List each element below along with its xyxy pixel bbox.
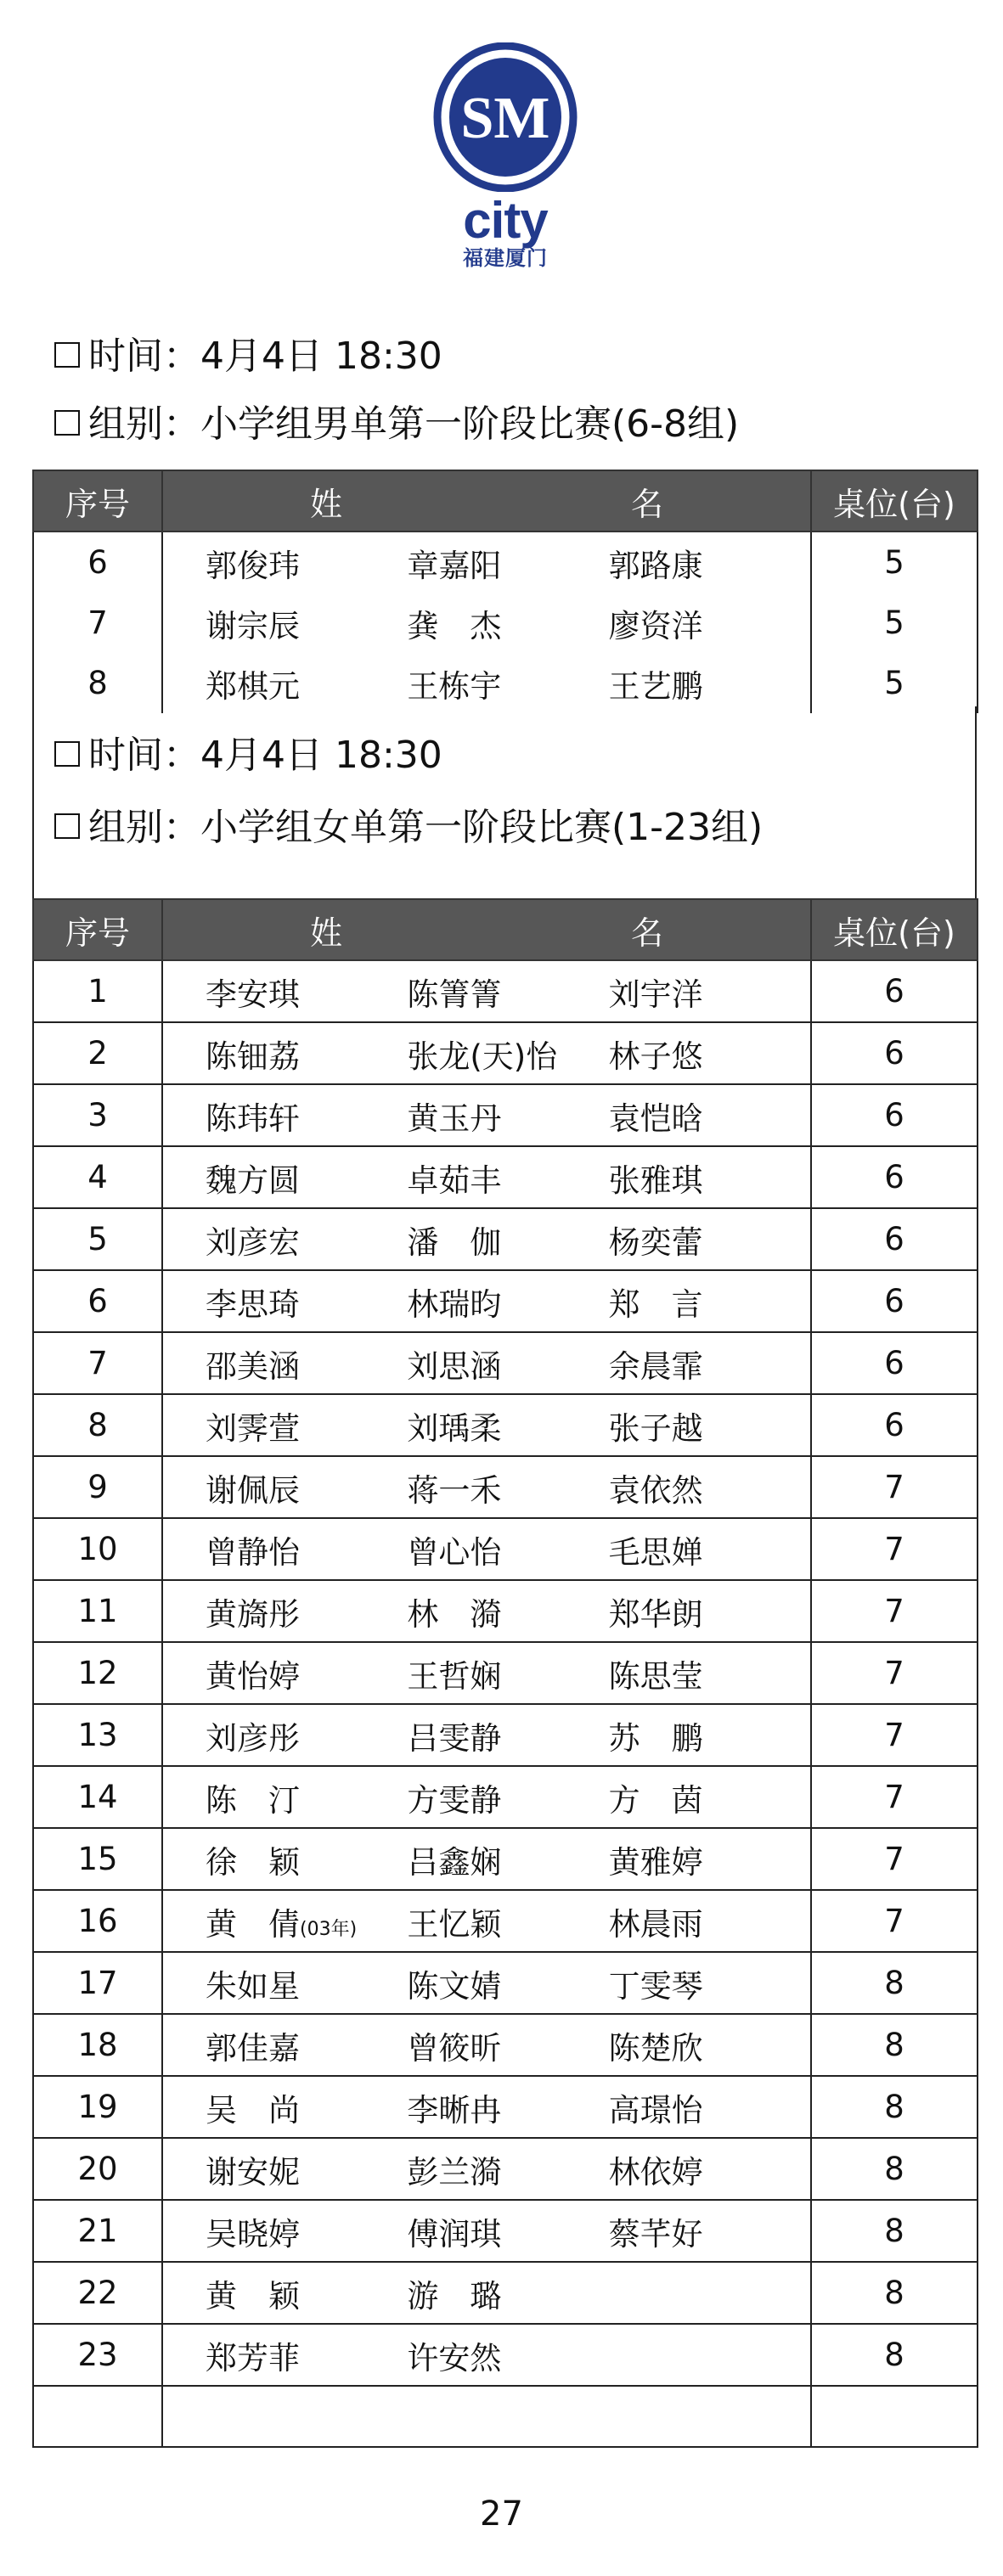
table-row	[33, 1270, 978, 1332]
row-number: 8	[33, 1394, 162, 1456]
player-name-text: 蔡芊好	[608, 2215, 703, 2253]
row-table-number: 8	[811, 2014, 978, 2076]
table-row	[33, 2138, 978, 2200]
table-row	[33, 2324, 978, 2386]
player-name-text: 徐 颖	[206, 1843, 300, 1881]
player-name-text: 谢宗辰	[206, 607, 300, 644]
row-number: 16	[33, 1890, 162, 1952]
row-number: 13	[33, 1704, 162, 1766]
section2-time	[54, 726, 442, 785]
player-name	[609, 2208, 810, 2254]
player-name-text: 曾静怡	[206, 1533, 300, 1571]
player-name-text: 郭佳嘉	[206, 2029, 300, 2067]
row-number: 3	[33, 1084, 162, 1146]
row-number: 22	[33, 2262, 162, 2324]
table-row	[33, 2262, 978, 2324]
player-name-text: 苏 鹏	[608, 1719, 703, 1757]
player-name	[206, 1217, 407, 1263]
player-name-text: 林瑞昀	[407, 1285, 502, 1323]
player-name	[407, 1960, 608, 2006]
player-name-text: 陈箐箐	[407, 976, 502, 1013]
player-name-text: 谢佩辰	[206, 1471, 300, 1509]
header-num: 序号	[33, 899, 162, 960]
row-names	[162, 1518, 811, 1580]
player-name-text: 高璟怡	[608, 2091, 703, 2129]
row-names	[162, 653, 811, 713]
player-name	[206, 1093, 407, 1139]
player-name	[206, 1031, 407, 1077]
player-name-text: 李思琦	[206, 1285, 300, 1323]
player-name	[206, 2084, 407, 2130]
row-number: 5	[33, 1208, 162, 1270]
row-table-number: 6	[811, 1084, 978, 1146]
player-name-text: 曾筱昕	[407, 2029, 502, 2067]
row-names	[162, 1456, 811, 1518]
player-name-text: 刘宇洋	[608, 976, 703, 1013]
player-name-text: 黄怡婷	[206, 1657, 300, 1695]
player-name	[206, 1527, 407, 1572]
player-name-text: 曾心怡	[407, 1533, 502, 1571]
player-name	[407, 1836, 608, 1882]
row-number: 10	[33, 1518, 162, 1580]
player-name-text: 郭俊玮	[206, 547, 300, 584]
player-name-text: 傅润琪	[407, 2215, 502, 2253]
player-name-text: 郑芳菲	[206, 2339, 300, 2376]
table-row	[33, 1642, 978, 1704]
row-names	[162, 1952, 811, 2014]
row-table-number: 7	[811, 1766, 978, 1828]
player-name	[407, 661, 608, 706]
row-table-number: 7	[811, 1890, 978, 1952]
player-name-text: 廖资洋	[608, 607, 703, 644]
player-name	[407, 1031, 608, 1077]
player-name-text: 郑棋元	[206, 667, 300, 705]
sm-logo-icon	[433, 42, 578, 192]
player-name	[609, 1093, 810, 1139]
player-name	[609, 1713, 810, 1758]
player-name-text: 黄旖彤	[206, 1595, 300, 1633]
table-row	[33, 653, 978, 713]
table-row	[33, 1022, 978, 1084]
player-name-text: 陈思莹	[608, 1657, 703, 1695]
checkbox-icon	[54, 813, 80, 839]
player-name	[609, 1155, 810, 1201]
row-names	[162, 532, 811, 593]
row-number: 20	[33, 2138, 162, 2200]
player-name	[206, 2332, 407, 2378]
player-name-text: 余晨霏	[608, 1347, 703, 1385]
empty-row	[33, 2386, 978, 2447]
section2-table	[32, 898, 978, 2448]
row-number: 9	[33, 1456, 162, 1518]
player-name-text: 刘霁萱	[206, 1409, 300, 1447]
player-name-text: 王艺鹏	[608, 667, 703, 705]
row-number: 6	[33, 1270, 162, 1332]
row-number: 2	[33, 1022, 162, 1084]
player-name	[206, 1713, 407, 1758]
player-name-text: 王栋宇	[407, 667, 502, 705]
player-name	[609, 1836, 810, 1882]
header-table: 桌位(台)	[811, 899, 978, 960]
player-name-text: 王忆颖	[407, 1905, 502, 1943]
player-name	[407, 1403, 608, 1448]
table-row	[33, 532, 978, 593]
player-name-text: 张雅琪	[608, 1161, 703, 1199]
row-table-number: 7	[811, 1518, 978, 1580]
player-name-text: 陈玮轩	[206, 1100, 300, 1137]
player-name-text: 邵美涵	[206, 1347, 300, 1385]
player-name-text: 潘 伽	[407, 1223, 502, 1261]
row-number: 23	[33, 2324, 162, 2386]
table-row	[33, 1890, 978, 1952]
row-names	[162, 1642, 811, 1704]
row-names	[162, 1146, 811, 1208]
player-name	[407, 2208, 608, 2254]
logo-location: 福建厦门	[463, 246, 548, 270]
row-table-number: 6	[811, 960, 978, 1022]
player-name-text: 吴晓婷	[206, 2215, 300, 2253]
row-names	[162, 1208, 811, 1270]
player-name	[609, 1217, 810, 1263]
player-name	[407, 1093, 608, 1139]
player-name	[206, 1155, 407, 1201]
player-name-text: 林 漪	[407, 1595, 502, 1633]
player-name-text: 刘瑀柔	[407, 1409, 502, 1447]
row-names	[162, 2262, 811, 2324]
row-number: 1	[33, 960, 162, 1022]
player-name	[407, 600, 608, 646]
player-name-text: 袁依然	[608, 1471, 703, 1509]
row-table-number: 7	[811, 1456, 978, 1518]
section2-group	[54, 798, 763, 858]
header-name	[162, 899, 811, 960]
player-name-text: 张子越	[608, 1409, 703, 1447]
table-row	[33, 1208, 978, 1270]
row-number: 11	[33, 1580, 162, 1642]
checkbox-icon	[54, 741, 80, 767]
player-name	[206, 969, 407, 1015]
table-header	[33, 899, 978, 960]
player-name	[609, 661, 810, 706]
logo-name: city	[463, 192, 548, 249]
player-name	[206, 1960, 407, 2006]
table-row	[33, 1828, 978, 1890]
row-names	[162, 1394, 811, 1456]
player-name-text: 杨奕蕾	[608, 1223, 703, 1261]
row-number: 17	[33, 1952, 162, 2014]
row-names	[162, 1270, 811, 1332]
player-name	[206, 1589, 407, 1634]
table-row	[33, 1394, 978, 1456]
section2-group-text: 组别：小学组女单第一阶段比赛(1-23组)	[88, 806, 764, 849]
row-table-number: 8	[811, 1952, 978, 2014]
player-name-text: 林晨雨	[608, 1905, 703, 1943]
player-name-text: 朱如星	[206, 1967, 300, 2005]
player-name	[407, 1155, 608, 1201]
player-name	[609, 969, 810, 1015]
player-name-text: 陈钿荔	[206, 1038, 300, 1075]
row-names	[162, 1766, 811, 1828]
table-row	[33, 1766, 978, 1828]
player-name	[407, 1775, 608, 1820]
player-name	[206, 2146, 407, 2192]
player-name	[609, 540, 810, 586]
player-name-text: 魏方圆	[206, 1161, 300, 1199]
row-names	[162, 2324, 811, 2386]
row-table-number: 8	[811, 2324, 978, 2386]
player-name	[609, 1589, 810, 1634]
row-names	[162, 1828, 811, 1890]
player-name-text: 方 茵	[608, 1781, 703, 1819]
player-name	[609, 1960, 810, 2006]
row-table-number: 6	[811, 1270, 978, 1332]
player-name-text: 陈楚欣	[608, 2029, 703, 2067]
player-name-text: 蒋一禾	[407, 1471, 502, 1509]
row-table-number: 6	[811, 1208, 978, 1270]
player-name-text: 毛思婵	[608, 1533, 703, 1571]
player-name	[206, 2022, 407, 2068]
player-name	[407, 2022, 608, 2068]
player-name-text: 李晰冉	[407, 2091, 502, 2129]
player-name	[407, 1713, 608, 1758]
player-name	[407, 1527, 608, 1572]
player-name	[609, 1898, 810, 1944]
row-names	[162, 2138, 811, 2200]
row-names	[162, 2200, 811, 2262]
table-header	[33, 470, 978, 532]
player-name	[206, 1465, 407, 1510]
player-name	[407, 969, 608, 1015]
table-row	[33, 2076, 978, 2138]
table-row	[33, 1952, 978, 2014]
table-row	[33, 593, 978, 653]
player-name	[407, 1279, 608, 1325]
player-name	[206, 2270, 407, 2316]
row-number: 18	[33, 2014, 162, 2076]
empty-cell	[33, 2386, 162, 2447]
player-name-text: 吕雯静	[407, 1719, 502, 1757]
player-name-text: 章嘉阳	[407, 547, 502, 584]
row-table-number: 7	[811, 1704, 978, 1766]
player-name-text: 郑 言	[608, 1285, 703, 1323]
header-name-a: 姓	[309, 485, 342, 523]
row-number: 7	[33, 593, 162, 653]
player-name	[407, 1217, 608, 1263]
row-table-number: 8	[811, 2262, 978, 2324]
player-name-text: 袁恺晗	[608, 1100, 703, 1137]
page-number: 27	[480, 2494, 523, 2534]
player-name	[609, 1279, 810, 1325]
player-name-text: 王哲娴	[407, 1657, 502, 1695]
player-name	[407, 1651, 608, 1696]
player-name	[206, 1651, 407, 1696]
player-name	[609, 1403, 810, 1448]
table-row	[33, 1456, 978, 1518]
player-name	[609, 1527, 810, 1572]
player-name	[609, 1465, 810, 1510]
row-names	[162, 593, 811, 653]
player-name	[206, 540, 407, 586]
player-name-text: 龚 杰	[407, 607, 502, 644]
player-name	[206, 1403, 407, 1448]
row-table-number: 5	[811, 593, 978, 653]
player-name	[407, 1465, 608, 1510]
player-name	[407, 1589, 608, 1634]
row-table-number: 5	[811, 653, 978, 713]
table-row	[33, 2200, 978, 2262]
table-row	[33, 1146, 978, 1208]
logo-mark: SM	[460, 86, 550, 151]
header-name-b: 名	[631, 485, 664, 523]
player-name-text: 吴 尚	[206, 2091, 300, 2129]
table-row	[33, 1084, 978, 1146]
row-table-number: 8	[811, 2076, 978, 2138]
header-table: 桌位(台)	[811, 470, 978, 532]
player-name-text: 刘思涵	[407, 1347, 502, 1385]
row-number: 8	[33, 653, 162, 713]
row-names	[162, 960, 811, 1022]
row-table-number: 7	[811, 1828, 978, 1890]
player-name-text: 游 璐	[407, 2277, 502, 2314]
table-row	[33, 1518, 978, 1580]
row-number: 15	[33, 1828, 162, 1890]
row-table-number: 8	[811, 2200, 978, 2262]
player-name-text: 彭兰漪	[407, 2153, 502, 2191]
player-name-text: 许安然	[407, 2339, 502, 2376]
player-name-text: 吕鑫娴	[407, 1843, 502, 1881]
player-name-text: 刘彦宏	[206, 1223, 300, 1261]
player-name	[206, 1775, 407, 1820]
player-name	[407, 2270, 608, 2316]
row-names	[162, 1580, 811, 1642]
player-name-text: 黄雅婷	[608, 1843, 703, 1881]
row-names	[162, 2076, 811, 2138]
row-number: 6	[33, 532, 162, 593]
checkbox-icon	[54, 342, 80, 368]
player-name-text: 卓茹丰	[407, 1161, 502, 1199]
player-name	[407, 2146, 608, 2192]
table-row	[33, 960, 978, 1022]
empty-cell	[162, 2386, 811, 2447]
row-table-number: 7	[811, 1642, 978, 1704]
player-name-text: 方雯静	[407, 1781, 502, 1819]
player-name	[609, 1775, 810, 1820]
checkbox-icon	[54, 410, 80, 436]
player-name-text: 黄玉丹	[407, 1100, 502, 1137]
player-name-text: 丁雯琴	[608, 1967, 703, 2005]
player-name	[206, 2208, 407, 2254]
player-name-text: 黄 倩	[206, 1905, 300, 1943]
player-name	[609, 2270, 810, 2316]
row-table-number: 7	[811, 1580, 978, 1642]
player-name	[609, 1651, 810, 1696]
section1-group-text: 组别：小学组男单第一阶段比赛(6-8组)	[88, 402, 740, 446]
player-name-text: 郭路康	[608, 547, 703, 584]
row-table-number: 6	[811, 1022, 978, 1084]
player-name-text: 林子悠	[608, 1038, 703, 1075]
row-names	[162, 1704, 811, 1766]
player-name	[407, 1898, 608, 1944]
row-names	[162, 1084, 811, 1146]
row-table-number: 6	[811, 1146, 978, 1208]
player-name-text: 谢安妮	[206, 2153, 300, 2191]
player-name	[206, 1898, 407, 1944]
header-name-a: 姓	[309, 914, 342, 952]
section1-time-text: 时间：4月4日 18:30	[88, 335, 442, 378]
player-name-text: 郑华朗	[608, 1595, 703, 1633]
row-table-number: 8	[811, 2138, 978, 2200]
player-name	[609, 2022, 810, 2068]
row-number: 19	[33, 2076, 162, 2138]
row-names	[162, 1890, 811, 1952]
player-name	[407, 2084, 608, 2130]
table-row	[33, 1332, 978, 1394]
row-number: 12	[33, 1642, 162, 1704]
row-names	[162, 1332, 811, 1394]
row-names	[162, 2014, 811, 2076]
player-name-text: 林依婷	[608, 2153, 703, 2191]
player-name-text: 陈文婧	[407, 1967, 502, 2005]
row-number: 21	[33, 2200, 162, 2262]
row-table-number: 6	[811, 1394, 978, 1456]
player-name	[407, 2332, 608, 2378]
row-table-number: 5	[811, 532, 978, 593]
player-name	[609, 2146, 810, 2192]
player-name	[407, 1341, 608, 1386]
player-name	[206, 1836, 407, 1882]
table-row	[33, 1580, 978, 1642]
player-name	[609, 600, 810, 646]
row-number: 7	[33, 1332, 162, 1394]
table-row	[33, 1704, 978, 1766]
player-name	[609, 1341, 810, 1386]
player-name	[609, 1031, 810, 1077]
row-number: 14	[33, 1766, 162, 1828]
header-name	[162, 470, 811, 532]
row-number: 4	[33, 1146, 162, 1208]
section1-group	[54, 395, 739, 454]
player-note: (03年)	[300, 1918, 358, 1940]
row-table-number: 6	[811, 1332, 978, 1394]
section2-time-text: 时间：4月4日 18:30	[88, 734, 442, 777]
player-name-text: 陈 汀	[206, 1781, 300, 1819]
header-name-b: 名	[631, 914, 664, 952]
empty-cell	[811, 2386, 978, 2447]
player-name	[206, 600, 407, 646]
player-name	[407, 540, 608, 586]
sm-city-logo	[429, 42, 582, 297]
player-name	[206, 1279, 407, 1325]
section1-time	[54, 327, 442, 386]
player-name-text: 刘彦彤	[206, 1719, 300, 1757]
player-name	[609, 2332, 810, 2378]
table-row	[33, 2014, 978, 2076]
player-name-text: 黄 颖	[206, 2277, 300, 2314]
row-names	[162, 1022, 811, 1084]
player-name-text: 张龙(天)怡	[407, 1038, 558, 1075]
header-num: 序号	[33, 470, 162, 532]
player-name	[206, 661, 407, 706]
player-name-text: 李安琪	[206, 976, 300, 1013]
player-name	[609, 2084, 810, 2130]
player-name	[206, 1341, 407, 1386]
section1-table	[32, 470, 978, 713]
